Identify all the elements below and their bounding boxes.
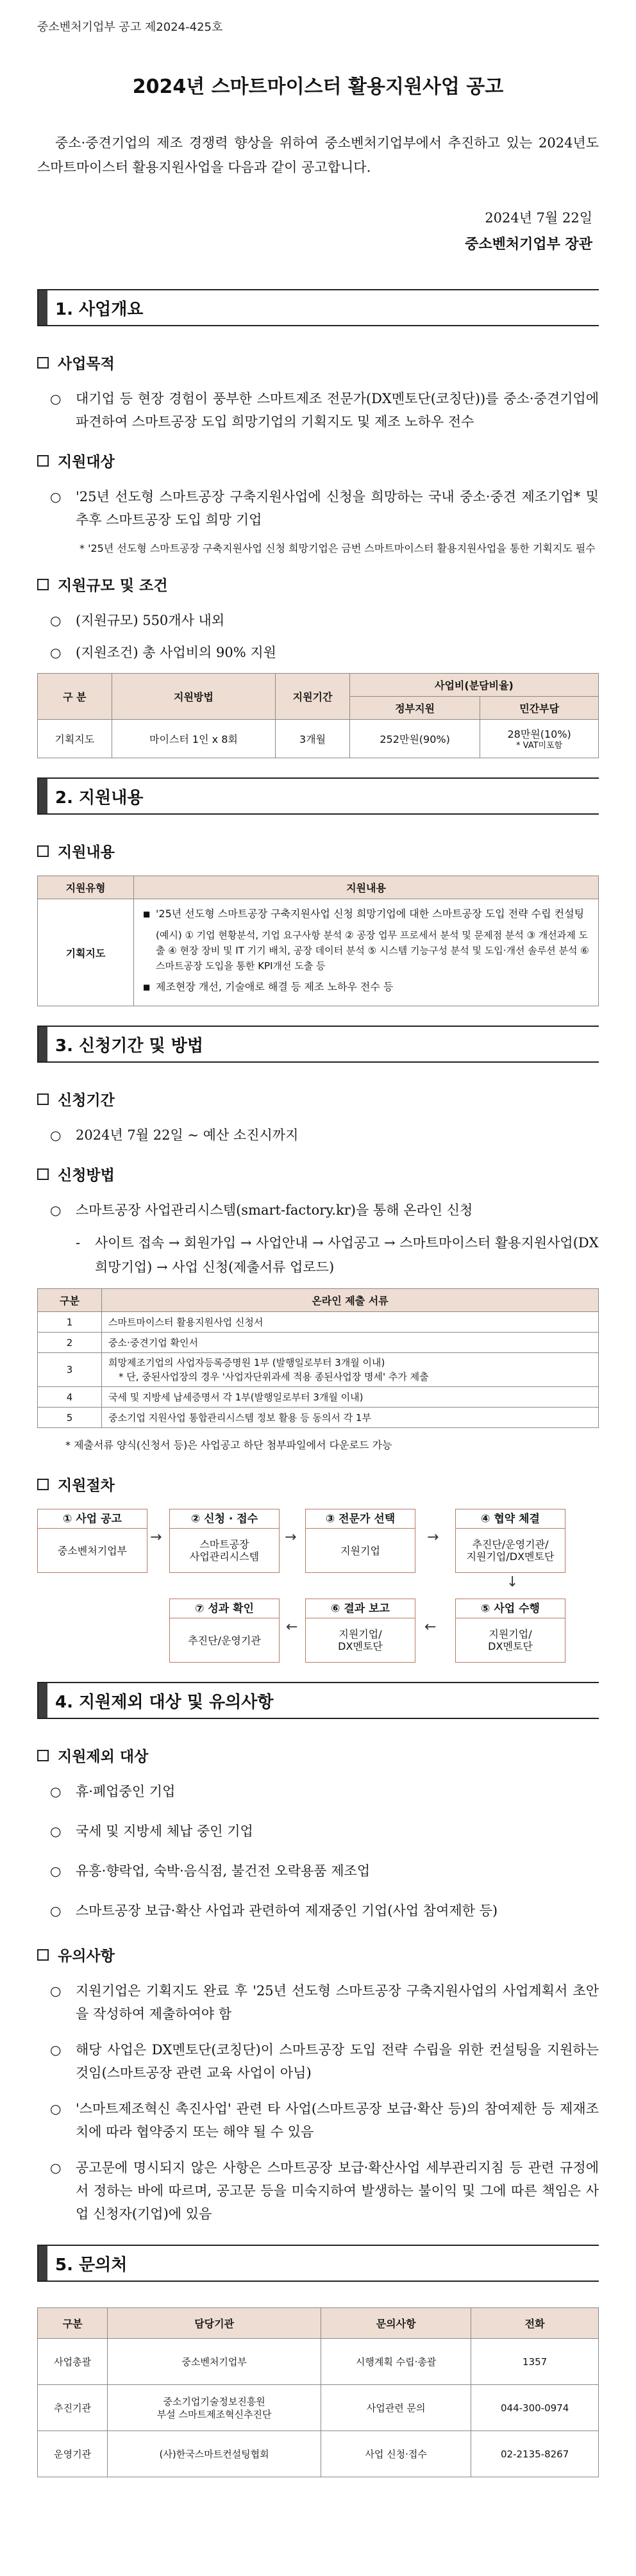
square-icon (37, 1750, 49, 1761)
step-title: ① 사업 공고 (38, 1509, 147, 1529)
table-row (38, 1333, 599, 1353)
method-text: 스마트공장 사업관리시스템(smart-factory.kr)을 통해 온라인 신청 (76, 1202, 473, 1218)
private-vat-note: * VAT미포함 (516, 741, 563, 751)
doc-no: 4 (38, 1387, 102, 1408)
contact-header: 문의사항 (321, 2308, 471, 2339)
section-bar (38, 779, 47, 813)
private-amount: 28만원(10%) (507, 728, 571, 740)
docs-note: * 제출서류 양식(신청서 등)은 사업공고 하단 첨부파일에서 다운로드 가능 (65, 1439, 392, 1451)
method-item (50, 1199, 599, 1222)
section-2-title: 2. 지원내용 (55, 788, 144, 808)
notes-heading (37, 1944, 599, 1965)
square-icon (37, 579, 49, 590)
exclusion-heading (37, 1745, 599, 1766)
th-docs-text: 온라인 제출 서류 (102, 1289, 599, 1312)
target-text: '25년 선도형 스마트공장 구축지원사업에 신청을 희망하는 국내 중소·중견 제조기업* 및 추후 스마트공장 도입 희망 기업 (76, 489, 599, 528)
cell-period: 3개월 (276, 720, 350, 758)
th-docs-no: 구분 (38, 1289, 102, 1312)
notice-text: 공고문에 명시되지 않은 사항은 스마트공장 보급·확산사업 세부관리지침 등 관련 규정에서 정하는 바에 따르며, 공고문 등을 미숙지하여 발생하는 불이익 및 그에 따른 책임은 사업 신청자(기업)에 있음 (76, 2160, 599, 2222)
content-item-1-detail: (예시) ① 기업 현황분석, 기업 요구사항 분석 ② 공장 업무 프로세서 분석 및 문제점 분석 ③ 개선과제 도출 ④ 현장 장비 및 IT 기기 배치, 공장 데이터 분석 ⑤ 시스템 기능구성 분석 및 도입·개선 솔루션 분석 ⑥ 스마트공장 도입을 통한 KPI개선 도출 등 (156, 929, 589, 972)
doc-no: 2 (38, 1333, 102, 1353)
method-detail (76, 1231, 599, 1279)
square-bullet-icon: ■ (143, 983, 151, 992)
announcement-date: 2024년 7월 22일 (485, 210, 592, 226)
section-5-header (37, 2245, 599, 2282)
procedure-flow (37, 1509, 599, 1663)
circle-bullet-icon: ○ (50, 1824, 62, 1839)
notice-text: '스마트제조혁신 촉진사업' 관련 타 사업(스마트공장 보급·확산 등)의 참여제한 등 제재조치에 따라 협약중지 또는 해약 될 수 있음 (76, 2101, 599, 2140)
method-detail-text: 사이트 접속 → 회원가입 → 사업안내 → 사업공고 → 스마트마이스터 활용지원사업(DX희망기업) → 사업 신청(제출서류 업로드) (95, 1235, 599, 1275)
page-title: 2024년 스마트마이스터 활용지원사업 공고 (132, 76, 504, 98)
target-heading-text: 지원대상 (58, 454, 115, 470)
period-heading (37, 1088, 599, 1109)
step-box (455, 1599, 565, 1663)
table-row (38, 2431, 599, 2477)
scale-item-2 (50, 641, 599, 664)
section-bar (38, 2246, 47, 2281)
th-method: 지원방법 (112, 674, 276, 720)
step-box (305, 1599, 415, 1663)
doc-text (102, 1312, 599, 1333)
doc-no: 1 (38, 1312, 102, 1333)
circle-bullet-icon: ○ (50, 1983, 62, 1998)
arrow-icon: → (427, 1529, 439, 1545)
content-item-2-text: 제조현장 개선, 기술애로 해결 등 제조 노하우 전수 등 (156, 981, 394, 993)
circle-bullet-icon: ○ (50, 1784, 62, 1799)
scale-heading (37, 574, 599, 595)
step-actor: 지원기업 (340, 1544, 380, 1557)
contact-cell: 추진기관 (38, 2385, 108, 2431)
step-actor: 지원기업/ DX멘토단 (338, 1628, 383, 1652)
section-bar (38, 1027, 47, 1061)
purpose-heading (37, 352, 599, 373)
doc-number: 중소벤처기업부 공고 제2024-425호 (37, 21, 223, 34)
step-actor: 지원기업/ DX멘토단 (488, 1628, 533, 1652)
table-row (38, 899, 599, 1006)
method-heading-text: 신청방법 (58, 1167, 115, 1184)
cell-content (134, 899, 599, 1006)
section-4-title: 4. 지원제외 대상 및 유의사항 (55, 1692, 274, 1712)
content-item-1-text: '25년 선도형 스마트공장 구축지원사업 신청 희망기업에 대한 스마트공장 도입 전략 수립 컨설팅 (156, 908, 585, 920)
notice-item (50, 2156, 599, 2225)
doc-no: 5 (38, 1408, 102, 1428)
exclusion-text: 국세 및 지방세 체납 중인 기업 (76, 1824, 253, 1839)
square-icon (37, 1168, 49, 1180)
step-actor: 중소벤처기업부 (57, 1544, 128, 1557)
th-private: 민간부담 (480, 697, 599, 720)
table-row (38, 2385, 599, 2431)
contact-cell: 02-2135-8267 (471, 2431, 599, 2477)
contact-header: 구분 (38, 2308, 108, 2339)
arrow-icon: → (150, 1529, 162, 1545)
doc-text (102, 1333, 599, 1353)
circle-bullet-icon: ○ (50, 2042, 62, 2057)
cell-type: 기획지도 (38, 899, 134, 1006)
section-bar (38, 1683, 47, 1718)
doc-text (102, 1353, 599, 1387)
doc-title: 스마트마이스터 활용지원사업 신청서 (108, 1316, 264, 1328)
cell-division: 기획지도 (38, 720, 112, 758)
square-icon (37, 1093, 49, 1105)
table-row (38, 2339, 599, 2385)
square-icon (37, 455, 49, 467)
arrow-icon: → (285, 1529, 297, 1545)
circle-bullet-icon: ○ (50, 1903, 62, 1918)
step-title: ④ 협약 체결 (456, 1509, 565, 1529)
arrow-icon: ↓ (506, 1574, 519, 1590)
exclusion-text: 휴·폐업중인 기업 (76, 1784, 176, 1799)
section-2-header (37, 777, 599, 815)
support-condition-table (37, 673, 599, 758)
step-actor: 추진단/운영기관 (188, 1634, 261, 1647)
cell-private (480, 720, 599, 758)
target-heading (37, 450, 599, 471)
exclusion-text: 스마트공장 보급·확산 사업과 관련하여 제재중인 기업(사업 참여제한 등) (76, 1903, 498, 1918)
doc-no: 3 (38, 1353, 102, 1387)
section-bar (38, 290, 47, 325)
issuing-org: 중소벤처기업부 장관 (465, 236, 592, 253)
period-item (50, 1124, 599, 1147)
contact-cell: 1357 (471, 2339, 599, 2385)
step-box (169, 1509, 280, 1573)
notes-list (37, 1979, 599, 2225)
doc-title: 국세 및 지방세 납세증명서 각 1부(발행일로부터 3개월 이내) (108, 1391, 364, 1403)
step-title: ② 신청 · 접수 (170, 1509, 279, 1529)
circle-bullet-icon: ○ (50, 645, 62, 660)
notice-text: 해당 사업은 DX멘토단(코칭단)이 스마트공장 도입 전략 수립을 위한 컨설팅을 지원하는 것임(스마트공장 관련 교육 사업이 아님) (76, 2042, 599, 2081)
table-header-row (38, 2308, 599, 2339)
notice-item (50, 2097, 599, 2143)
notice-item (50, 2038, 599, 2084)
purpose-text: 대기업 등 현장 경험이 풍부한 스마트제조 전문가(DX멘토단(코칭단))를 중소·중견기업에 파견하여 스마트공장 도입 희망기업의 기획지도 및 제조 노하우 전수 (76, 391, 599, 429)
contact-header: 전화 (471, 2308, 599, 2339)
cell-method: 마이스터 1인 x 8회 (112, 720, 276, 758)
notice-item (50, 1979, 599, 2025)
square-icon (37, 357, 49, 369)
purpose-item (50, 387, 599, 433)
circle-bullet-icon: ○ (50, 1863, 62, 1879)
square-icon (37, 1949, 49, 1961)
step-title: ⑤ 사업 수행 (456, 1599, 565, 1618)
table-row (38, 1387, 599, 1408)
notes-heading-text: 유의사항 (58, 1948, 115, 1965)
section-3-title: 3. 신청기간 및 방법 (55, 1036, 203, 1056)
th-division: 구 분 (38, 674, 112, 720)
table-row (38, 720, 599, 758)
circle-bullet-icon: ○ (50, 2160, 62, 2175)
th-gov: 정부지원 (349, 697, 480, 720)
doc-text (102, 1408, 599, 1428)
contact-table (37, 2307, 599, 2477)
section-1-title: 1. 사업개요 (55, 299, 144, 319)
step-box (169, 1599, 280, 1663)
target-item (50, 485, 599, 531)
exclusion-item (50, 1859, 599, 1882)
table-row (38, 1408, 599, 1428)
contact-cell: 중소기업기술정보진흥원 부설 스마트제조혁신추진단 (108, 2385, 321, 2431)
purpose-heading-text: 사업목적 (58, 356, 115, 372)
support-content-table (37, 876, 599, 1006)
doc-text (102, 1387, 599, 1408)
content-item-1 (143, 906, 589, 922)
contact-cell: 운영기관 (38, 2431, 108, 2477)
notice-text: 지원기업은 기획지도 완료 후 '25년 선도형 스마트공장 구축지원사업의 사업계획서 초안을 작성하여 제출하여야 함 (76, 1983, 599, 2022)
scale-item-1 (50, 609, 599, 632)
step-actor: 추진단/운영기관/ 지원기업/DX멘토단 (466, 1538, 555, 1563)
square-bullet-icon: ■ (143, 910, 151, 918)
dash-bullet: - (76, 1235, 81, 1251)
step-title: ⑥ 결과 보고 (306, 1599, 415, 1618)
contact-cell: 시행계획 수립·총괄 (321, 2339, 471, 2385)
exclusion-item (50, 1899, 599, 1922)
step-box (305, 1509, 415, 1573)
th-content: 지원내용 (134, 876, 599, 899)
section-3-header (37, 1026, 599, 1063)
contact-cell: 사업관련 문의 (321, 2385, 471, 2431)
square-icon (37, 1479, 49, 1490)
th-type: 지원유형 (38, 876, 134, 899)
procedure-heading (37, 1474, 599, 1495)
scale-text-1: (지원규모) 550개사 내외 (76, 613, 225, 628)
arrow-icon: ← (424, 1619, 437, 1635)
contact-cell: 044-300-0974 (471, 2385, 599, 2431)
step-box (37, 1509, 147, 1573)
step-title: ③ 전문가 선택 (306, 1509, 415, 1529)
support-content-heading-text: 지원내용 (58, 844, 115, 861)
table-row (38, 1312, 599, 1333)
section-4-header (37, 1682, 599, 1719)
method-heading (37, 1163, 599, 1184)
step-actor: 스마트공장 사업관리시스템 (189, 1538, 260, 1563)
period-text: 2024년 7월 22일 ~ 예산 소진시까지 (76, 1127, 299, 1143)
exclusion-text: 유흥·향락업, 숙박·음식점, 불건전 오락용품 제조업 (76, 1863, 371, 1879)
contact-header: 담당기관 (108, 2308, 321, 2339)
section-1-header (37, 289, 599, 326)
doc-subnote: * 단, 중된사업장의 경우 '사업자단위과세 적용 종된사업장 명세' 추가 제출 (119, 1371, 429, 1383)
circle-bullet-icon: ○ (50, 613, 62, 628)
circle-bullet-icon: ○ (50, 1202, 62, 1218)
period-heading-text: 신청기간 (58, 1092, 115, 1109)
target-note: * '25년 선도형 스마트공장 구축지원사업 신청 희망기업은 금번 스마트마이스터 활용지원사업을 통한 기획지도 필수 (80, 542, 596, 554)
doc-title: 중소기업 지원사업 통합관리시스템 정보 활용 등 동의서 각 1부 (108, 1411, 371, 1424)
step-title: ⑦ 성과 확인 (170, 1599, 279, 1618)
circle-bullet-icon: ○ (50, 2101, 62, 2116)
th-period: 지원기간 (276, 674, 350, 720)
square-icon (37, 845, 49, 857)
scale-text-2: (지원조건) 총 사업비의 90% 지원 (76, 645, 276, 660)
circle-bullet-icon: ○ (50, 391, 62, 406)
exclusion-heading-text: 지원제외 대상 (58, 1749, 149, 1765)
intro-paragraph: 중소·중견기업의 제조 경쟁력 향상을 위하여 중소벤처기업부에서 추진하고 있는 2024년도 스마트마이스터 활용지원사업을 다음과 같이 공고합니다. (37, 135, 599, 175)
doc-title: 중소·중견기업 확인서 (108, 1336, 198, 1349)
content-item-2 (143, 979, 589, 995)
exclusion-item (50, 1780, 599, 1803)
support-content-heading (37, 840, 599, 861)
circle-bullet-icon: ○ (50, 489, 62, 504)
documents-table (37, 1288, 599, 1428)
circle-bullet-icon: ○ (50, 1127, 62, 1143)
table-row (38, 1353, 599, 1387)
contact-cell: 사업총괄 (38, 2339, 108, 2385)
exclusion-list (37, 1780, 599, 1922)
scale-heading-text: 지원규모 및 조건 (58, 578, 168, 594)
exclusion-item (50, 1820, 599, 1843)
doc-title: 희망제조기업의 사업자등록증명원 1부 (발행일로부터 3개월 이내) (108, 1357, 385, 1368)
procedure-heading-text: 지원절차 (58, 1477, 115, 1494)
th-cost: 사업비(분담비율) (349, 674, 598, 697)
contact-cell: 사업 신청·접수 (321, 2431, 471, 2477)
contact-cell: (사)한국스마트컨설팅협회 (108, 2431, 321, 2477)
arrow-icon: ← (286, 1619, 298, 1635)
cell-gov: 252만원(90%) (349, 720, 480, 758)
section-5-title: 5. 문의처 (55, 2255, 128, 2275)
step-box (455, 1509, 565, 1573)
contact-cell: 중소벤처기업부 (108, 2339, 321, 2385)
